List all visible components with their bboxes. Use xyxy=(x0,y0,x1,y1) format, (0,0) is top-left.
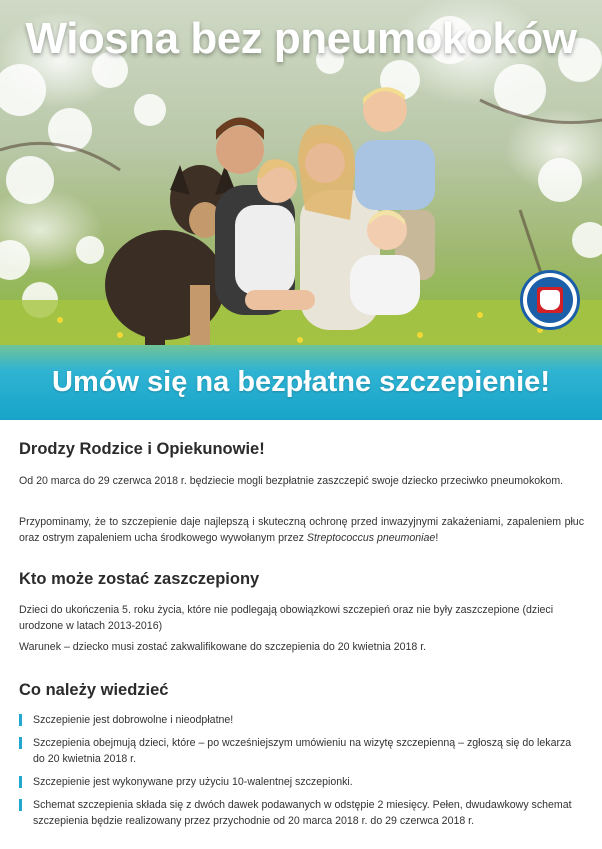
bullet-bar-icon xyxy=(19,737,22,749)
reminder-text: Przypominamy, że to szczepienie daje najlepszą i skuteczną ochronę przed inwazyjnymi zakażeniami, zapaleniem płuc oraz ostrym zapaleniem ucha środkowego wywołanym przez xyxy=(19,516,584,544)
paragraph-reminder xyxy=(19,514,584,546)
hero-title: Wiosna bez pneumokoków xyxy=(25,14,577,63)
list-item-text: Schemat szczepienia składa się z dwóch dawek podawanych w odstępie 2 miesięcy. Pełen, dwudawkowy schemat szczepienia będzie realizowany przez przychodnie od 20 marca 2018 r. do 29 czerwca 2018 r. xyxy=(33,799,572,827)
bullet-bar-icon xyxy=(19,776,22,788)
list-item xyxy=(19,735,584,767)
reminder-end: ! xyxy=(435,532,439,544)
paragraph-condition: Warunek – dziecko musi zostać zakwalifikowane do szczepienia do 20 kwietnia 2018 r. xyxy=(19,641,427,653)
list-item-text: Szczepienia obejmują dzieci, które – po wcześniejszym umówieniu na wizytę szczepienną – zgłoszą się do lekarza do 20 kwietnia 2018 r. xyxy=(33,737,572,765)
bacteria-name: Streptococcus pneumoniae xyxy=(306,532,436,544)
eagle-icon xyxy=(540,290,560,310)
section-title-parents: Drodzy Rodzice i Opiekunowie! xyxy=(19,440,265,458)
banner-text: Umów się na bezpłatne szczepienie! xyxy=(52,366,550,398)
section-title-eligibility: Kto może zostać zaszczepiony xyxy=(19,570,260,588)
info-list xyxy=(19,712,584,836)
list-item xyxy=(19,712,584,728)
bullet-bar-icon xyxy=(19,714,22,726)
paragraph-dates: Od 20 marca do 29 czerwca 2018 r. będziecie mogli bezpłatnie zaszczepić swoje dziecko przeciwko pneumokokom. xyxy=(19,475,564,487)
list-item xyxy=(19,797,584,829)
bullet-bar-icon xyxy=(19,799,22,811)
list-item-text: Szczepienie jest dobrowolne i nieodpłatne! xyxy=(33,714,234,726)
list-item-text: Szczepienie jest wykonywane przy użyciu 10-walentnej szczepionki. xyxy=(33,776,353,788)
sanitary-inspection-logo xyxy=(520,270,580,330)
hero-image xyxy=(0,0,602,420)
section-title-info: Co należy wiedzieć xyxy=(19,681,169,699)
paragraph-eligibility: Dzieci do ukończenia 5. roku życia, które nie podlegają obowiązkowi szczepień oraz nie były zaszczepione (dzieci urodzone w latach 2013-2016) xyxy=(19,604,554,632)
list-item xyxy=(19,774,584,790)
